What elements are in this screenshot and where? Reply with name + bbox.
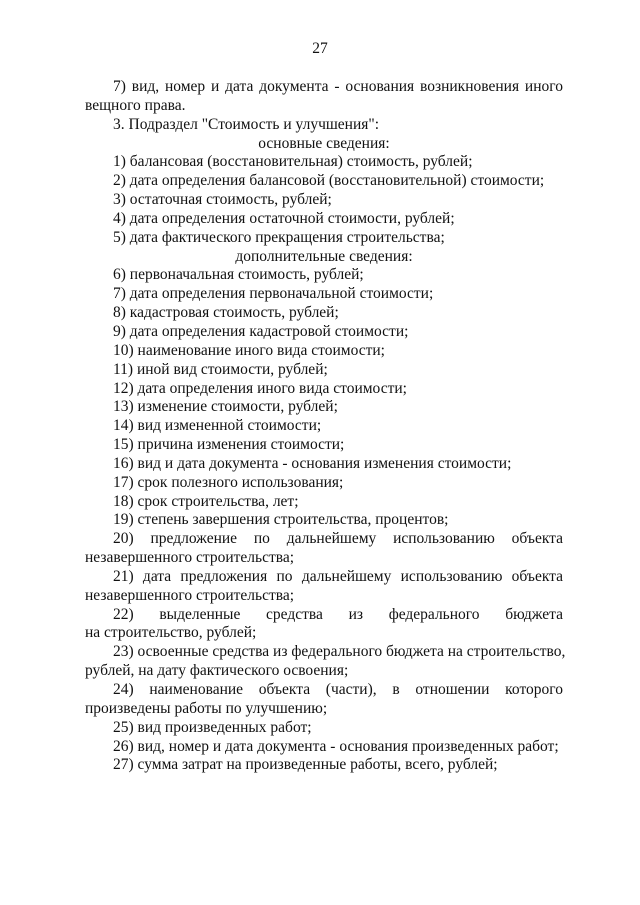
text-line: 24) наименование объекта (части), в отношении которого [113,681,563,698]
text-line: 9) дата определения кадастровой стоимости; [113,322,409,340]
text-line: 7) дата определения первоначальной стоимости; [113,285,434,303]
text-line: 6) первоначальная стоимость, рублей; [113,266,364,284]
text-line: 20) предложение по дальнейшему использованию объекта [113,530,563,548]
text-line: 8) кадастровая стоимость, рублей; [113,304,339,322]
text-line: 10) наименование иного вида стоимости; [113,341,385,359]
text-line: 26) вид, номер и дата документа - основания произведенных работ; [113,737,559,755]
page-number: 27 [312,40,328,57]
text-line: вещного права. [85,96,186,114]
text-line: 11) иной вид стоимости, рублей; [113,360,328,378]
text-line: 3) остаточная стоимость, рублей; [113,191,332,209]
text-line: на строительство, рублей; [85,624,257,642]
text-line: 14) вид измененной стоимости; [113,417,322,435]
text-line: 2) дата определения балансовой (восстановительной) стоимости; [113,172,545,190]
text-line: 5) дата фактического прекращения строительства; [113,228,445,246]
text-line: дополнительные сведения: [235,247,413,265]
text-line: 27) сумма затрат на произведенные работы, всего, рублей; [113,756,498,774]
text-line: 23) освоенные средства из федерального бюджета на строительство, [113,643,566,661]
text-line: 19) степень завершения строительства, процентов; [113,511,449,529]
text-line: 25) вид произведенных работ; [113,718,312,736]
text-line: 1) балансовая (восстановительная) стоимость, рублей; [113,153,473,171]
text-line: 4) дата определения остаточной стоимости, рублей; [113,209,455,227]
text-line: основные сведения: [258,134,390,152]
text-line: 22) выделенные средства из федерального бюджета [113,605,563,623]
text-line: 12) дата определения иного вида стоимости; [113,379,407,397]
text-line: 18) срок строительства, лет; [113,492,299,510]
text-line: 21) дата предложения по дальнейшему использованию объекта [113,567,563,585]
text-line: 13) изменение стоимости, рублей; [113,398,338,416]
text-line: рублей, на дату фактического освоения; [85,662,349,680]
text-line: произведены работы по улучшению; [85,699,328,717]
text-line: 3. Подраздел "Стоимость и улучшения": [113,115,380,133]
text-line: 15) причина изменения стоимости; [113,436,345,454]
text-line: 16) вид и дата документа - основания изменения стоимости; [113,454,512,472]
text-line: 17) срок полезного использования; [113,473,344,491]
document-body [85,78,566,775]
text-line: незавершенного строительства; [85,549,295,567]
text-line: незавершенного строительства; [85,586,295,604]
text-line: 7) вид, номер и дата документа - основания возникновения иного [113,78,563,95]
